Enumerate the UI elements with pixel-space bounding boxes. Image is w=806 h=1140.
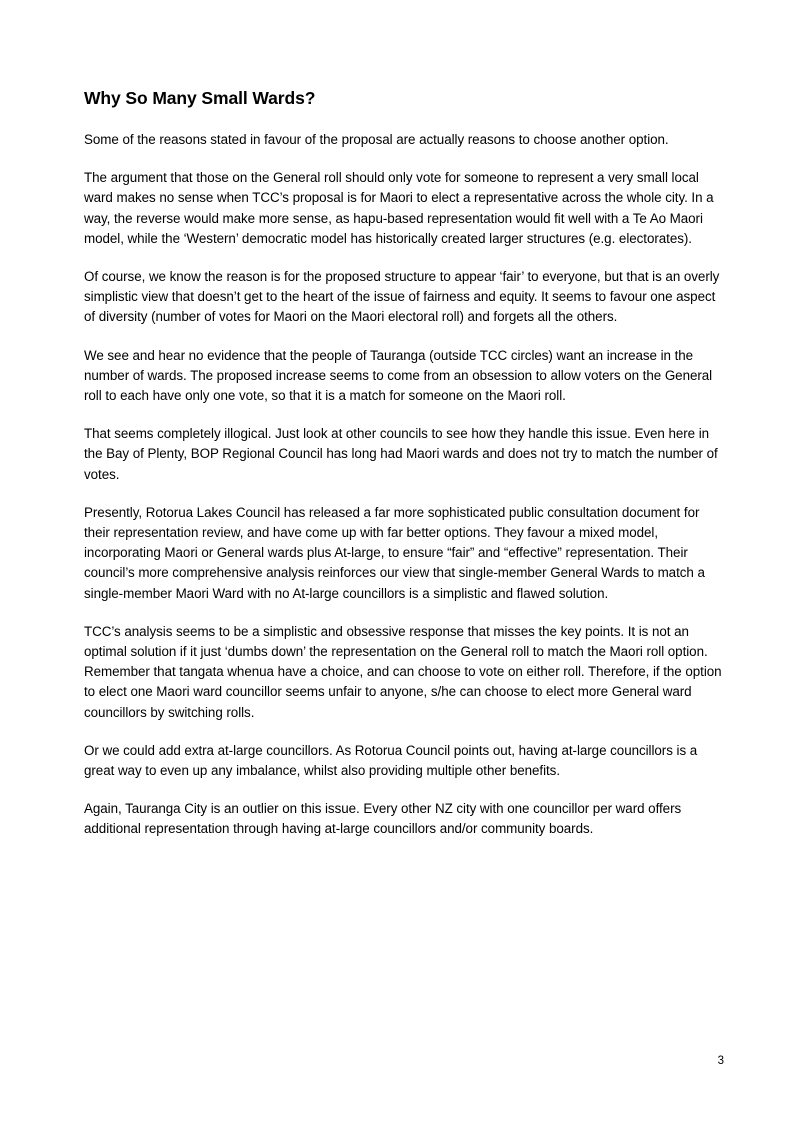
paragraph-no-evidence: We see and hear no evidence that the people of Tauranga (outside TCC circles) want an increase in the number of wards. The proposed increase seems to come from an obsession to allow voters on the General roll to each have only one vote, so that it is a match for someone on the Maori roll. <box>84 347 713 404</box>
paragraph-general-roll-argument: The argument that those on the General roll should only vote for someone to represent a very small local ward makes no sense when TCC’s proposal is for Maori to elect a representative across the whole city. In a way, the reverse would make more sense, as hapu-based representation would fit well with a Te Ao Maori model, while the ‘Western’ democratic model has historically created larger structures (e.g. electorates). <box>84 170 714 246</box>
paragraph-outlier: Again, Tauranga City is an outlier on this issue. Every other NZ city with one councillor per ward offers additional representation through having at-large councillors and/or community boards. <box>84 801 682 837</box>
paragraph-intro: Some of the reasons stated in favour of the proposal are actually reasons to choose another option. <box>84 132 669 147</box>
page-number: 3 <box>717 1055 724 1067</box>
paragraph-tcc-analysis: TCC’s analysis seems to be a simplistic and obsessive response that misses the key points. It is not an optimal solution if it just ‘dumbs down’ the representation on the General roll to match the Maori roll option. Remember that tangata whenua have a choice, and can choose to vote on either roll. Therefore, if the option to elect one Maori ward councillor seems unfair to anyone, s/he can choose to elect more General ward councillors by switching rolls. <box>84 623 722 720</box>
paragraph-at-large: Or we could add extra at-large councillors. As Rotorua Council points out, having at-large councillors is a great way to even up any imbalance, whilst also providing multiple other benefits. <box>84 742 698 779</box>
paragraph-illogical: That seems completely illogical. Just look at other councils to see how they handle this issue. Even here in the Bay of Plenty, BOP Regional Council has long had Maori wards and does not try to match the number of votes. <box>84 426 718 482</box>
page-title: Why So Many Small Wards? <box>84 88 316 108</box>
paragraph-rotorua: Presently, Rotorua Lakes Council has released a far more sophisticated public consultation document for their representation review, and have come up with far better options. They favour a mixed model, incorporating Maori or General wards plus At-large, to ensure “fair” and “effective” representation. Their council’s more comprehensive analysis reinforces our view that single-member General Wards to match a single-member Maori Ward with no At-large councillors is a simplistic and flawed solution. <box>84 504 705 601</box>
document-body <box>84 86 724 858</box>
paragraph-fairness: Of course, we know the reason is for the proposed structure to appear ‘fair’ to everyone, but that is an overly simplistic view that doesn’t get to the heart of the issue of fairness and equity. It seems to favour one aspect of diversity (number of votes for Maori on the Maori electoral roll) and forgets all the others. <box>84 269 720 325</box>
